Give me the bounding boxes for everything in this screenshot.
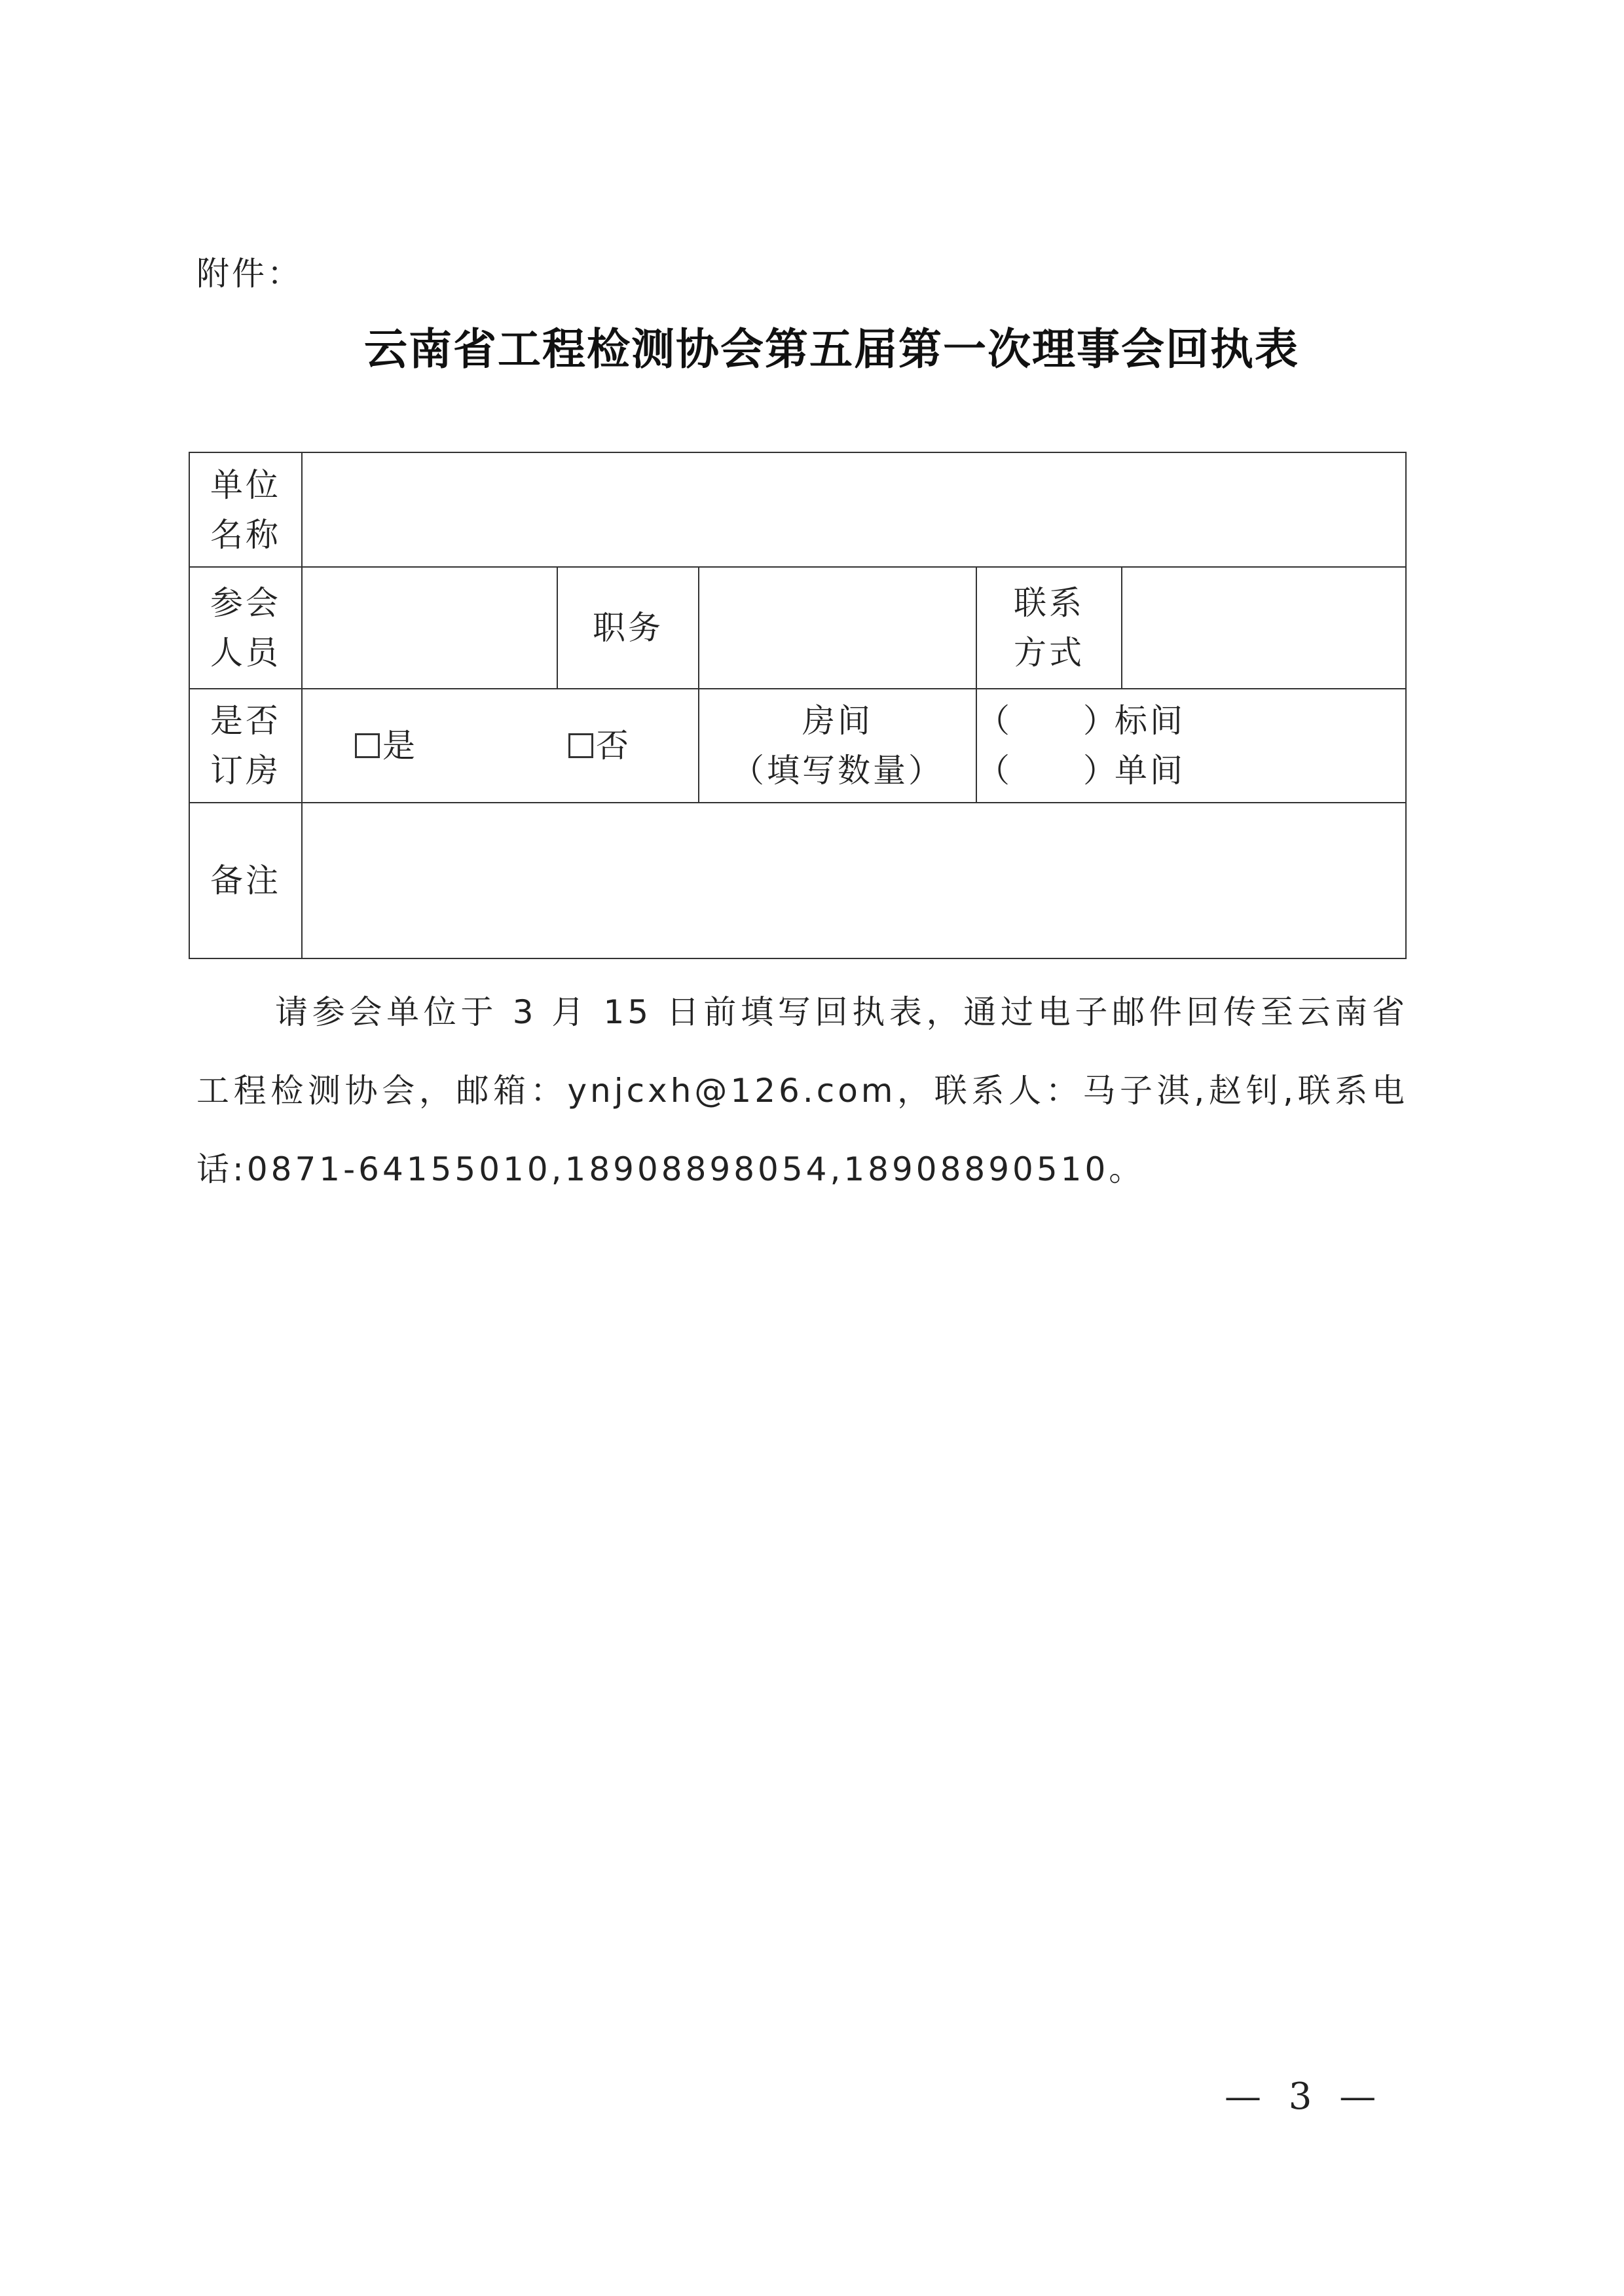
remarks-label: 备注 [189, 803, 302, 958]
remarks-field[interactable] [302, 803, 1406, 958]
room-single[interactable]: （ ）单间 [977, 752, 1185, 790]
room-standard[interactable]: （ ）标间 [977, 702, 1185, 740]
document-title: 云南省工程检测协会第五届第一次理事会回执表 [364, 323, 1299, 374]
unit-name-field[interactable] [302, 452, 1406, 567]
table-row-booking [189, 689, 1406, 803]
attendee-field[interactable] [302, 567, 557, 689]
receipt-form-table [189, 452, 1407, 959]
contact-field[interactable] [1122, 567, 1406, 689]
booking-options [302, 689, 699, 803]
table-row-attendee [189, 567, 1406, 689]
table-row-remarks [189, 803, 1406, 958]
attendee-label: 参会 人员 [189, 567, 302, 689]
room-label: 房间 （填写数量） [699, 689, 976, 803]
position-field[interactable] [699, 567, 976, 689]
option-yes[interactable]: 是 [355, 721, 418, 771]
instruction-paragraph: 请参会单位于 3 月 15 日前填写回执表，通过电子邮件回传至云南省工程检测协会，邮箱：ynjcxh@126.com，联系人：马子淇,赵钊,联系电话:0871-64155010,18908898054,18908890510。 [196, 993, 1408, 1188]
position-label: 职务 [557, 567, 699, 689]
booking-label: 是否 订房 [189, 689, 302, 803]
page-number: — 3 — [1225, 2075, 1384, 2118]
table-row-unit-name [189, 452, 1406, 567]
option-no[interactable]: 否 [568, 721, 631, 771]
unit-name-label: 单位 名称 [189, 452, 302, 567]
checkbox-icon[interactable] [568, 733, 593, 758]
room-quantity-fields [976, 689, 1406, 803]
attachment-label: 附件： [196, 255, 303, 293]
checkbox-icon[interactable] [355, 733, 380, 758]
contact-label: 联系 方式 [976, 567, 1122, 689]
